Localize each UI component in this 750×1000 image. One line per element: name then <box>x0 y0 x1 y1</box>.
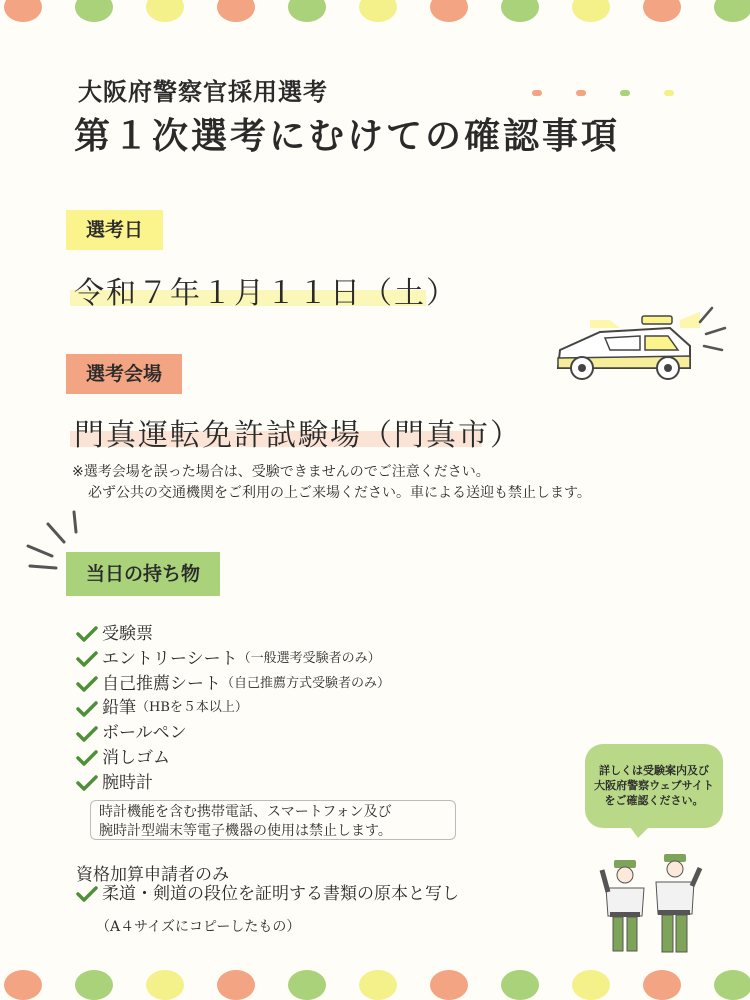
belonging-item-text: 受験票 <box>102 624 153 644</box>
check-icon <box>76 675 98 693</box>
border-dot <box>430 0 468 22</box>
border-dot <box>643 970 681 1000</box>
border-dot <box>146 0 184 22</box>
border-dot <box>146 970 184 1000</box>
border-dot <box>359 0 397 22</box>
belonging-item-sub: （自己推薦方式受験者のみ） <box>221 675 391 691</box>
patrol-car-illustration <box>550 300 740 390</box>
phone-note <box>90 800 456 840</box>
border-dot <box>714 0 750 22</box>
phone-note-line1: 時計機能を含む携帯電話、スマートフォン及び <box>99 804 392 820</box>
belonging-item-text: 鉛筆 <box>102 698 136 719</box>
exam-date-label: 選考日 <box>66 210 163 250</box>
belonging-item-sub: （一般選考受験者のみ） <box>237 650 381 666</box>
border-dot <box>217 0 255 22</box>
border-dot <box>501 970 539 1000</box>
belonging-item <box>76 771 390 796</box>
border-dot <box>501 0 539 22</box>
border-dot <box>75 970 113 1000</box>
qualification-item <box>76 882 459 907</box>
bubble-line3: をご確認ください。 <box>604 794 704 807</box>
phone-note-line2: 腕時計型端末等電子機器の使用は禁止します。 <box>99 823 392 839</box>
page-subtitle: 大阪府警察官採用選考 <box>78 77 328 106</box>
belonging-item-text: 自己推薦シート <box>102 673 221 694</box>
border-dot <box>217 970 255 1000</box>
border-dot <box>359 970 397 1000</box>
border-dot <box>572 970 610 1000</box>
belonging-item <box>76 622 390 647</box>
exam-date-value: 令和７年１月１１日（土） <box>74 276 458 311</box>
qualification-item-text: 柔道・剣道の段位を証明する書類の原本と写し <box>102 884 459 904</box>
border-dot <box>643 0 681 22</box>
belonging-item <box>76 721 390 746</box>
belonging-item <box>76 746 390 771</box>
top-dot-border <box>0 0 750 22</box>
venue-label: 選考会場 <box>66 354 182 394</box>
border-dot <box>572 0 610 22</box>
belonging-item <box>76 647 390 672</box>
bubble-tail <box>628 824 652 838</box>
border-dot <box>430 970 468 1000</box>
check-icon <box>76 725 98 743</box>
border-dot <box>288 0 326 22</box>
border-dot <box>75 0 113 22</box>
check-icon <box>76 700 98 718</box>
belonging-item-sub: （HBを５本以上） <box>136 700 248 716</box>
bubble-line1: 詳しくは受験案内及び <box>599 764 709 777</box>
check-icon <box>76 625 98 643</box>
venue-note-line1: ※選考会場を誤った場合は、受験できませんのでご注意ください。 <box>72 464 490 480</box>
page-title: 第１次選考にむけての確認事項 <box>74 115 621 157</box>
bottom-dot-border <box>0 970 750 1000</box>
border-dot <box>288 970 326 1000</box>
venue-note <box>72 462 591 504</box>
check-icon <box>76 749 98 767</box>
check-icon <box>76 774 98 792</box>
belonging-item-text: ボールペン <box>102 723 187 744</box>
belonging-item <box>76 696 390 721</box>
belonging-item-text: 腕時計 <box>102 772 153 793</box>
belonging-item <box>76 672 390 697</box>
belongings-label: 当日の持ち物 <box>66 552 220 596</box>
border-dot <box>714 970 750 1000</box>
qualification-sub: （A４サイズにコピーしたもの） <box>96 919 301 935</box>
check-icon <box>76 650 98 668</box>
police-officers-illustration <box>596 848 706 958</box>
qualification-title: 資格加算申請者のみ <box>76 865 229 885</box>
belonging-item-text: 消しゴム <box>102 747 170 768</box>
venue-value: 門真運転免許試験場（門真市） <box>74 418 522 453</box>
venue-note-line2: 必ず公共の交通機関をご利用の上ご来場ください。車による送迎も禁止します。 <box>88 485 591 501</box>
check-icon <box>76 885 98 903</box>
border-dot <box>4 0 42 22</box>
belonging-item-text: エントリーシート <box>102 648 238 669</box>
belongings-list <box>76 622 390 796</box>
info-bubble <box>585 744 723 828</box>
border-dot <box>4 970 42 1000</box>
bubble-line2: 大阪府警察ウェブサイト <box>594 779 714 792</box>
